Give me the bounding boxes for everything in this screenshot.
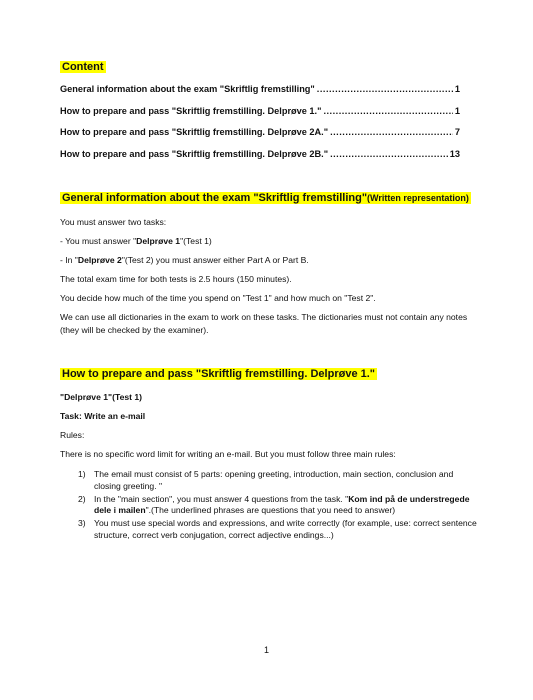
list-item: 3) You must use special words and expressions, and write correctly (for example, use: correct sentence structure, correct verb conjugation, correct adjective endings...) bbox=[78, 518, 477, 540]
list-item: 2) In the "main section", you must answer 4 questions from the task. "Kom ind på de understregede dele i mailen".(The underlined phrases are questions that you need to answer) bbox=[78, 493, 470, 516]
paragraph: We can use all dictionaries in the exam to work on these tasks. The dictionaries must not contain any notes (they will be checked by the examiner). bbox=[60, 312, 468, 335]
paragraph: Rules: bbox=[60, 430, 85, 440]
toc-entry[interactable] bbox=[60, 84, 460, 94]
paragraph: "Delprøve 1"(Test 1) bbox=[60, 392, 143, 402]
paragraph: The total exam time for both tests is 2.5 hours (150 minutes). bbox=[60, 274, 292, 284]
toc-entry[interactable] bbox=[60, 127, 460, 137]
list-item: 1) The email must consist of 5 parts: opening greeting, introduction, main section, conclusion and closing greeting. " bbox=[78, 469, 454, 491]
rules-list bbox=[78, 469, 478, 543]
toc-entry[interactable] bbox=[60, 149, 460, 159]
section-heading-delprove-1: How to prepare and pass "Skriftlig fremstilling. Delprøve 1." bbox=[62, 368, 376, 380]
toc-entry[interactable] bbox=[60, 106, 460, 116]
content-heading: Content bbox=[62, 61, 104, 73]
toc-entry-page: 1 bbox=[454, 84, 460, 94]
paragraph: Task: Write an e-mail bbox=[60, 411, 146, 421]
paragraph: There is no specific word limit for writing an e-mail. But you must follow three main rules: bbox=[60, 449, 396, 459]
toc-entry-title: How to prepare and pass "Skriftlig fremstilling. Delprøve 1." bbox=[60, 106, 322, 116]
toc-entry-page: 7 bbox=[454, 127, 460, 137]
page-number: 1 bbox=[263, 645, 269, 655]
toc-entry-title: How to prepare and pass "Skriftlig fremstilling. Delprøve 2B." bbox=[60, 149, 329, 159]
section-heading-subtitle: (Written representation) bbox=[367, 193, 469, 203]
paragraph: - In "Delprøve 2"(Test 2) you must answer either Part A or Part B. bbox=[60, 255, 309, 265]
paragraph: You decide how much of the time you spend on "Test 1" and how much on "Test 2". bbox=[60, 293, 376, 303]
toc-entry-title: General information about the exam "Skriftlig fremstilling" bbox=[60, 84, 315, 94]
toc-entry-page: 13 bbox=[449, 149, 460, 159]
toc-entry-title: How to prepare and pass "Skriftlig fremstilling. Delprøve 2A." bbox=[60, 127, 329, 137]
section-heading-general: General information about the exam "Skriftlig fremstilling"(Written representation) bbox=[62, 192, 469, 204]
paragraph: - You must answer "Delprøve 1"(Test 1) bbox=[60, 236, 212, 246]
toc-entry-page: 1 bbox=[454, 106, 460, 116]
paragraph: You must answer two tasks: bbox=[60, 217, 167, 227]
